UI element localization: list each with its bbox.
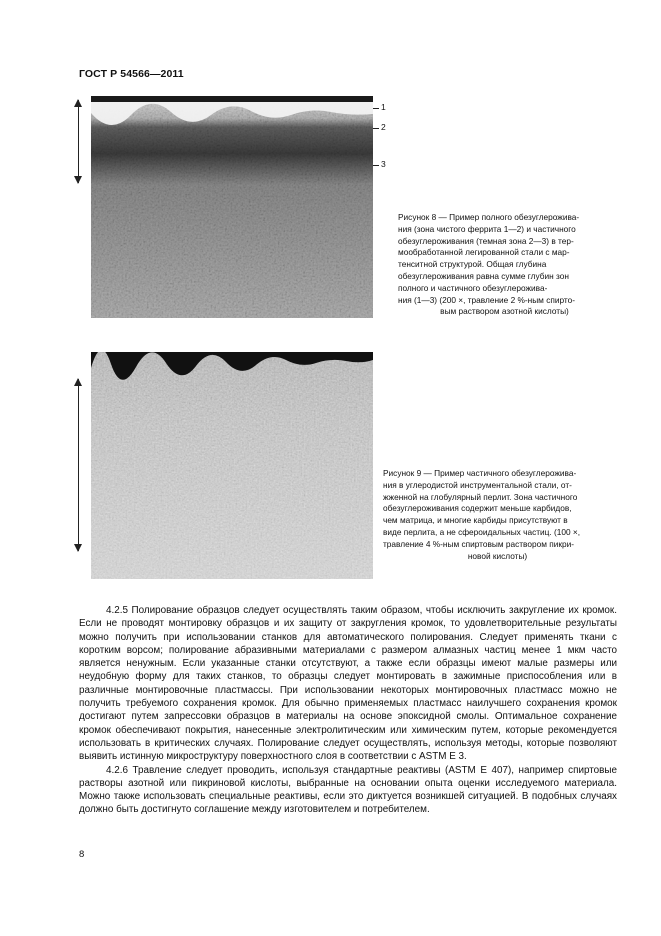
caption-line: чем матрица, и многие карбиды присутствуют в <box>383 515 568 526</box>
caption-line: травление 4 %-ным спиртовым раствором пикри- <box>383 538 574 549</box>
figure8-caption <box>398 212 611 318</box>
caption-line: мообработанной легированной стали с мар- <box>398 247 570 258</box>
page-number: 8 <box>79 849 85 860</box>
caption-line: полного и частичного обезуглерожива- <box>398 282 548 293</box>
body-text <box>79 604 617 817</box>
caption-line: ния (зона чистого феррита 1—2) и частичного <box>398 223 576 234</box>
depth-arrow-fig9 <box>74 379 83 551</box>
caption-line: жженной на глобулярный перлит. Зона частичного <box>383 491 578 502</box>
paragraph-4-2-5: 4.2.5 Полирование образцов следует осуществлять таким образом, чтобы исключить закругление их кромок. Если не проводят монтировку образцов и их защиту от закругления кромок, то удовлетворительные результаты можно получить при использовании станков для автоматического полирования. Следует применять ткани с коротким ворсом; полирование абразивными материалами с размером алмазных частиц менее 1 мкм часто является ненужным. Если указанные станки отсутствуют, а также если образцы имеют малые размеры или неудобную форму для таких станков, то образцы следует монтировать в зажимные приспособления или в различные монтировочные пластмассы. При использовании некоторых монтировочных пластмасс можно не получить требуемого сохранения кромок. Для обычно применяемых пластмасс наилучшего сохранения кромок достигают путем запрессовки образцов в материалы на основе эпоксидной смолы. Оптимальное сохранение кромок обеспечивают покрытия, нанесенные электролитическим или химическим путем, которые рекомендуется использовать в критических случаях. Полирование следует осуществлять, используя методы, которые позволяют выявить истинную микроструктуру поверхностного слоя в соответствии с ASTM E 3. <box>79 605 617 763</box>
micrograph-figure9 <box>91 352 373 579</box>
zone-label-2: 2 <box>381 122 386 132</box>
zone-label-3: 3 <box>381 159 386 169</box>
caption-line: новой кислоты) <box>467 550 528 561</box>
caption-line: ния (1—3) (200 ×, травление 2 %-ным спирто- <box>398 294 575 305</box>
figure9-caption <box>383 468 612 562</box>
zone-tick-2 <box>373 128 379 129</box>
micrograph-figure8 <box>91 96 373 318</box>
caption-line: ния в углеродистой инструментальной стали, от- <box>383 479 572 490</box>
caption-line: Рисунок 8 — Пример полного обезуглерожива- <box>398 212 580 222</box>
depth-arrow-fig8 <box>74 100 83 183</box>
standard-id: ГОСТ Р 54566—2011 <box>79 68 184 80</box>
zone-tick-1 <box>373 108 379 109</box>
caption-line: обезуглероживания (темная зона 2—3) в тер- <box>398 235 574 246</box>
paragraph-4-2-6: 4.2.6 Травление следует проводить, используя стандартные реактивы (ASTM E 407), например спиртовые растворы азотной или пикриновой кислоты, выбранные на основании опыта оценки исследуемого материала. Можно также использовать специальные реактивы, если это диктуется возникшей ситуацией. В подобных случаях должно быть достигнуто соглашение между изготовителем и потребителем. <box>79 764 617 816</box>
caption-line: виде перлита, а не сфероидальных частиц. (100 ×, <box>383 526 581 537</box>
zone-label-1: 1 <box>381 102 386 112</box>
zone-tick-3 <box>373 165 379 166</box>
caption-line: обезуглероживания содержит меньше карбидов, <box>383 503 572 514</box>
caption-line: обезуглероживания равна сумме глубин зон <box>398 270 569 281</box>
caption-line: тенситной структурой. Общая глубина <box>398 259 547 270</box>
caption-line: вым раствором азотной кислоты) <box>440 306 569 317</box>
caption-line: Рисунок 9 — Пример частичного обезуглерожива- <box>383 468 577 478</box>
